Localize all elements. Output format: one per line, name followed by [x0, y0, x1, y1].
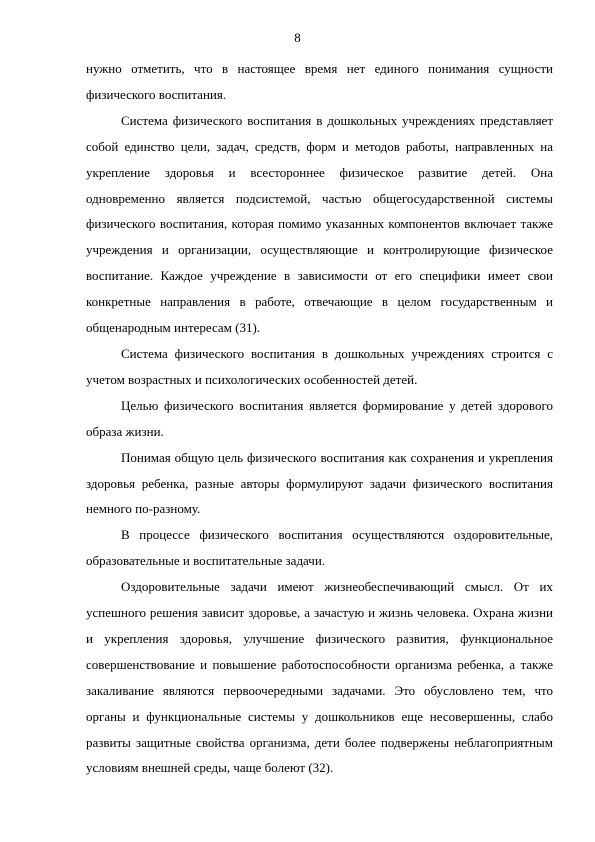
- paragraph-2: Система физического воспитания в дошкольных учреждениях представляет собой единство цели, задач, средств, форм и методов работы, направленных на укрепление здоровья и всестороннее физическое развитие детей. Она одновременно является подсистемой, частью общегосударственной системы физического воспитания, которая помимо указанных компонентов включает также учреждения и организации, осуществляющие и контролирующие физическое воспитание. Каждое учреждение в зависимости от его специфики имеет свои конкретные направления в работе, отвечающие в целом государственным и общенародным интересам (31).: [86, 112, 553, 336]
- paragraph-1: нужно отметить, что в настоящее время нет единого понимания сущности физического воспитания.: [86, 61, 553, 102]
- page-number: 8: [294, 30, 301, 45]
- paragraph-6: В процессе физического воспитания осуществляются оздоровительные, образовательные и воспитательные задачи.: [86, 527, 553, 569]
- paragraph-4: Целью физического воспитания является формирование у детей здорового образа жизни.: [86, 397, 553, 439]
- paragraph-3: Система физического воспитания в дошкольных учреждениях строится с учетом возрастных и психологических особенностей детей.: [86, 345, 553, 387]
- paragraph-5: Понимая общую цель физического воспитания как сохранения и укрепления здоровья ребенка, разные авторы формулируют задачи физического воспитания немного по-разному.: [86, 449, 553, 517]
- document-body: [86, 56, 553, 781]
- paragraph-7: Оздоровительные задачи имеют жизнеобеспечивающий смысл. От их успешного решения зависит здоровье, а зачастую и жизнь человека. Охрана жизни и укрепления здоровья, улучшение физического развития, функциональное совершенствование и повышение работоспособности организма ребенка, а также закаливание являются первоочередными задачами. Это обусловлено тем, что органы и функциональные системы у дошкольников еще несовершенны, слабо развиты защитные свойства организма, дети более подвержены неблагоприятным условиям внешней среды, чаще болеют (32).: [86, 579, 553, 776]
